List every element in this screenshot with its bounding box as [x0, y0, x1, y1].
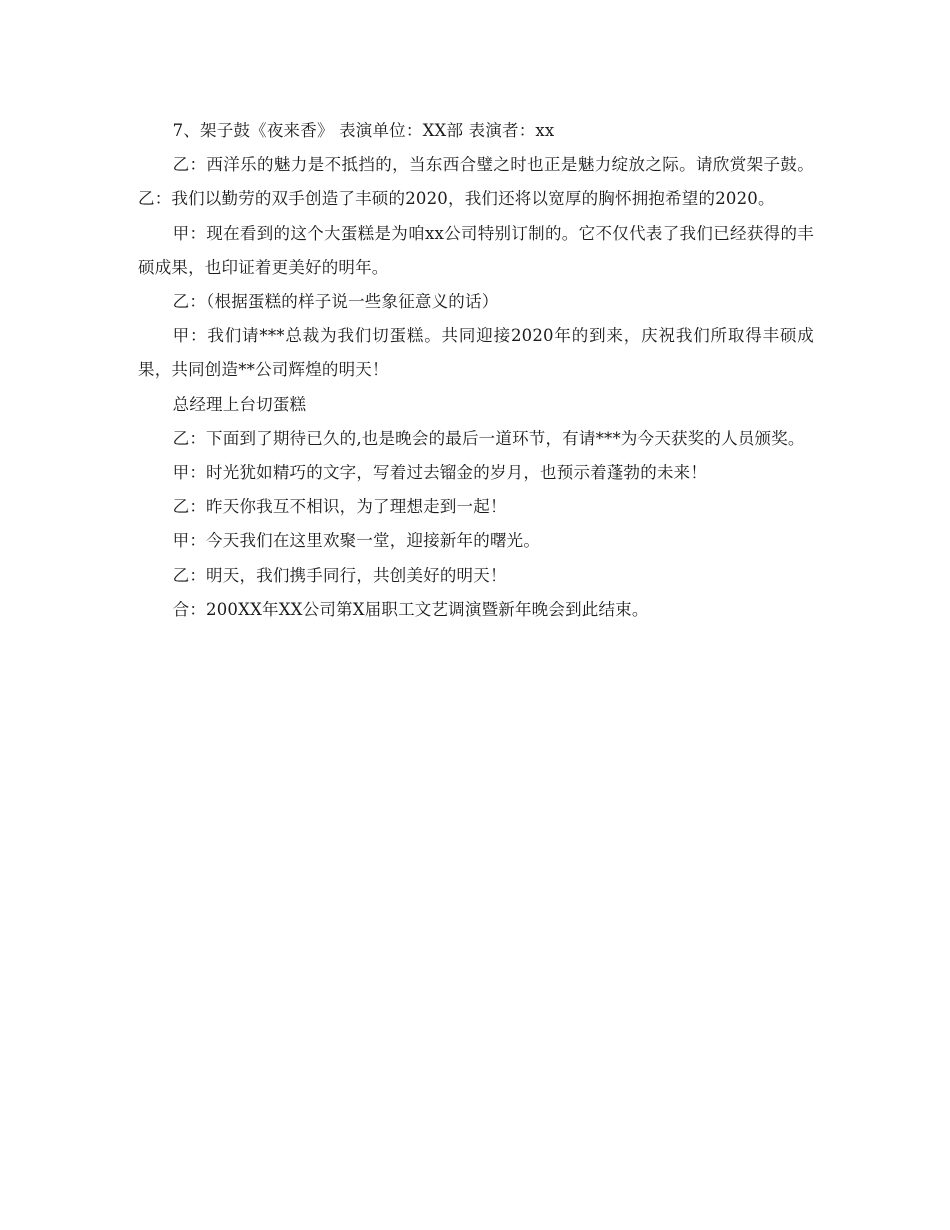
dialogue-paragraph: 甲：我们请***总裁为我们切蛋糕。共同迎接2020年的到来，庆祝我们所取得丰硕成果，共同创造**公司辉煌的明天！: [138, 326, 814, 380]
dialogue-paragraph: 乙：昨天你我互不相识，为了理想走到一起！: [172, 497, 507, 517]
stage-direction: 总经理上台切蛋糕: [172, 394, 307, 414]
dialogue-paragraph: 乙：西洋乐的魅力是不抵挡的，当东西合璧之时也正是魅力绽放之际。请欣赏架子鼓。乙：我们以勤劳的双手创造了丰硕的2020，我们还将以宽厚的胸怀拥抱希望的2020。: [138, 155, 814, 209]
program-item-heading: 7、架子鼓《夜来香》 表演单位：XX部 表演者：xx: [172, 121, 555, 140]
dialogue-paragraph: 甲：今天我们在这里欢聚一堂，迎接新年的曙光。: [172, 531, 541, 551]
dialogue-paragraph: 乙：下面到了期待已久的,也是晚会的最后一道环节，有请***为今天获奖的人员颁奖。: [172, 428, 805, 448]
dialogue-paragraph: 甲：时光犹如精巧的文字，写着过去镏金的岁月，也预示着蓬勃的未来！: [172, 463, 708, 483]
document-body: [138, 114, 814, 627]
dialogue-paragraph: 乙：（根据蛋糕的样子说一些象征意义的话）: [172, 292, 499, 312]
dialogue-paragraph: 乙：明天，我们携手同行，共创美好的明天！: [172, 565, 507, 585]
closing-line: 合：200XX年XX公司第X届职工文艺调演暨新年晚会到此结束。: [172, 599, 649, 619]
dialogue-paragraph: 甲：现在看到的这个大蛋糕是为咱xx公司特别订制的。它不仅代表了我们已经获得的丰硕成果，也印证着更美好的明年。: [138, 223, 814, 277]
